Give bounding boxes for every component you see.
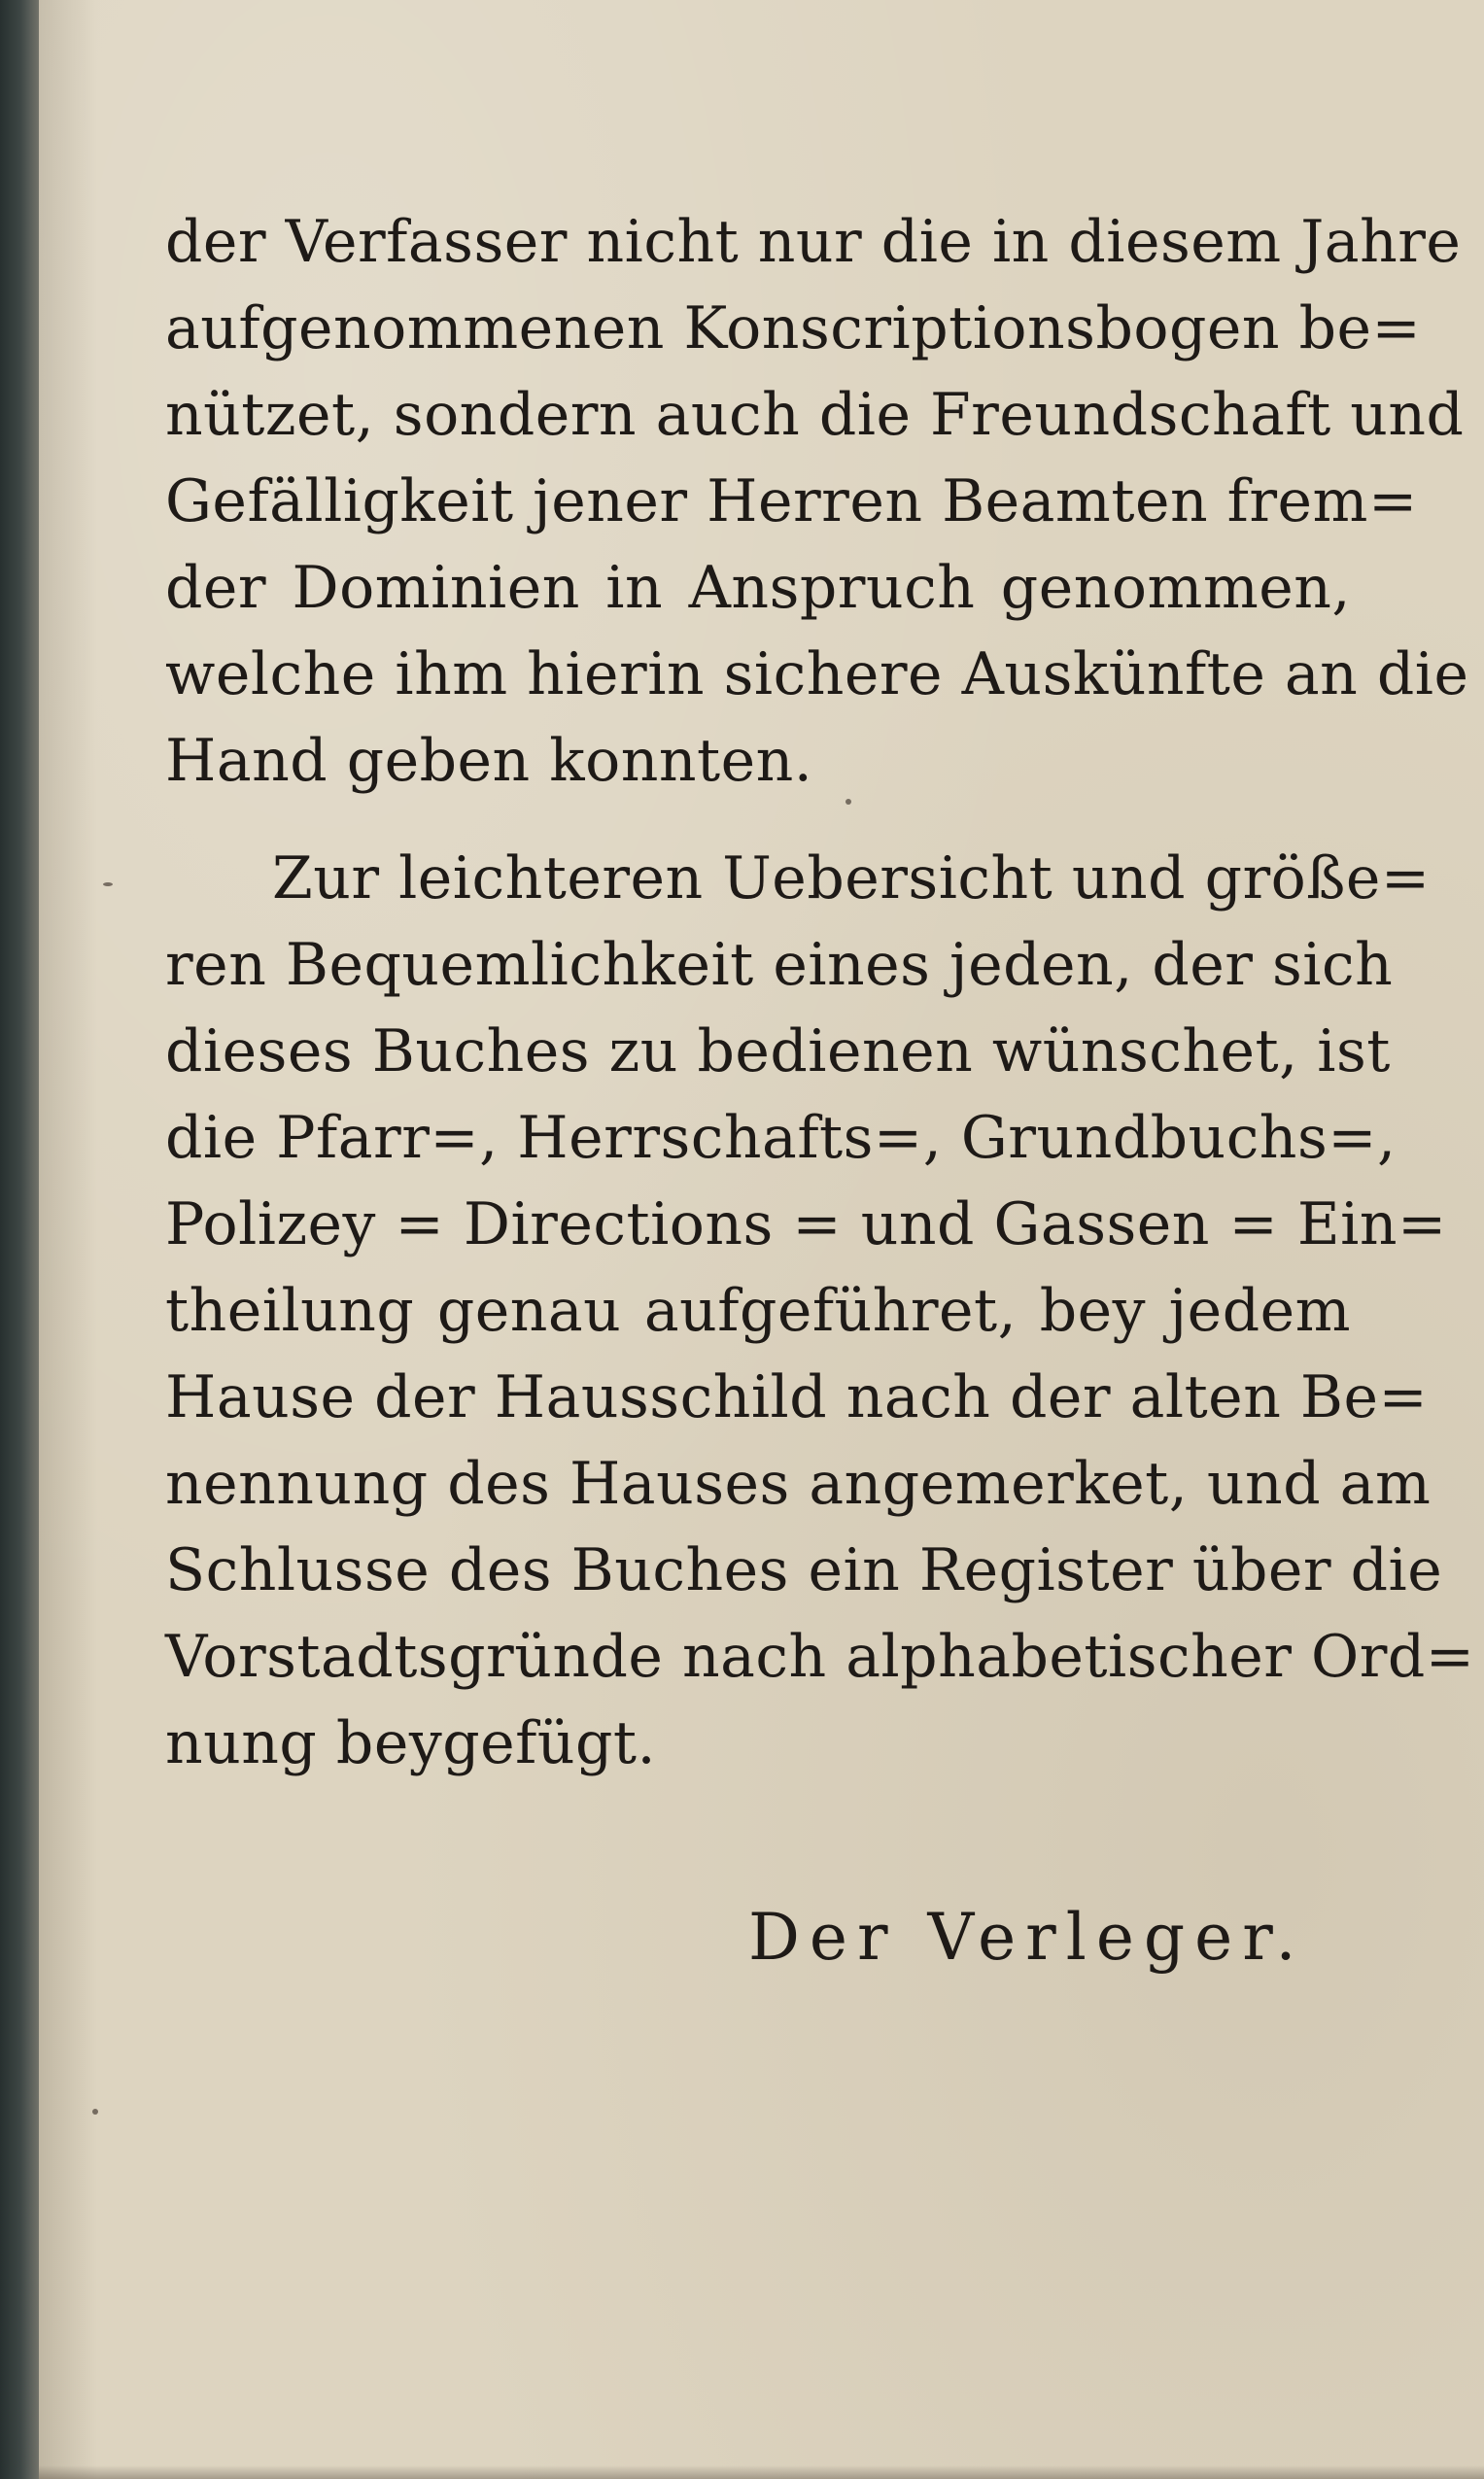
text-line: die Pfarr=, Herrschafts=, Grundbuchs=, — [165, 1104, 1397, 1172]
page-bottom-edge — [39, 2465, 1484, 2479]
text-line: nützet, sondern auch die Freundschaft und — [165, 381, 1465, 449]
text-line: Hand geben konnten. — [165, 727, 813, 795]
text-line: ren Bequemlichkeit eines jeden, der sich — [165, 931, 1394, 999]
text-line: Schlusse des Buches ein Register über die — [165, 1536, 1443, 1604]
text-line: welche ihm hierin sichere Auskünfte an die — [165, 640, 1469, 708]
text-line: der Dominien in Anspruch genommen, — [165, 554, 1351, 622]
text-line: Gefälligkeit jener Herren Beamten frem= — [165, 467, 1418, 535]
text-line: nennung des Hauses angemerket, und am — [165, 1450, 1432, 1518]
text-line: dieses Buches zu bedienen wünschet, ist — [165, 1017, 1391, 1085]
paragraph-2 — [165, 836, 1475, 1787]
text-line: Zur leichteren Uebersicht und größe= — [272, 844, 1431, 912]
paper-speck — [92, 2109, 98, 2115]
text-line: Polizey = Directions = und Gassen = Ein= — [165, 1190, 1447, 1258]
paper-speck — [846, 799, 851, 805]
text-line: aufgenommenen Konscriptionsbogen be= — [165, 294, 1422, 362]
text-line: theilung genau aufgeführet, bey jedem — [165, 1277, 1351, 1345]
text-line: Vorstadtsgründe nach alphabetischer Ord= — [165, 1623, 1475, 1691]
text-line: der Verfasser nicht nur die in diesem Jahre — [165, 208, 1462, 276]
text-line: Hause der Hausschild nach der alten Be= — [165, 1363, 1429, 1431]
paper-speck — [103, 882, 113, 886]
signature-der-verleger: Der Verleger. — [748, 1900, 1306, 1975]
paragraph-1 — [165, 199, 1469, 805]
text-line: nung beygefügt. — [165, 1709, 657, 1777]
